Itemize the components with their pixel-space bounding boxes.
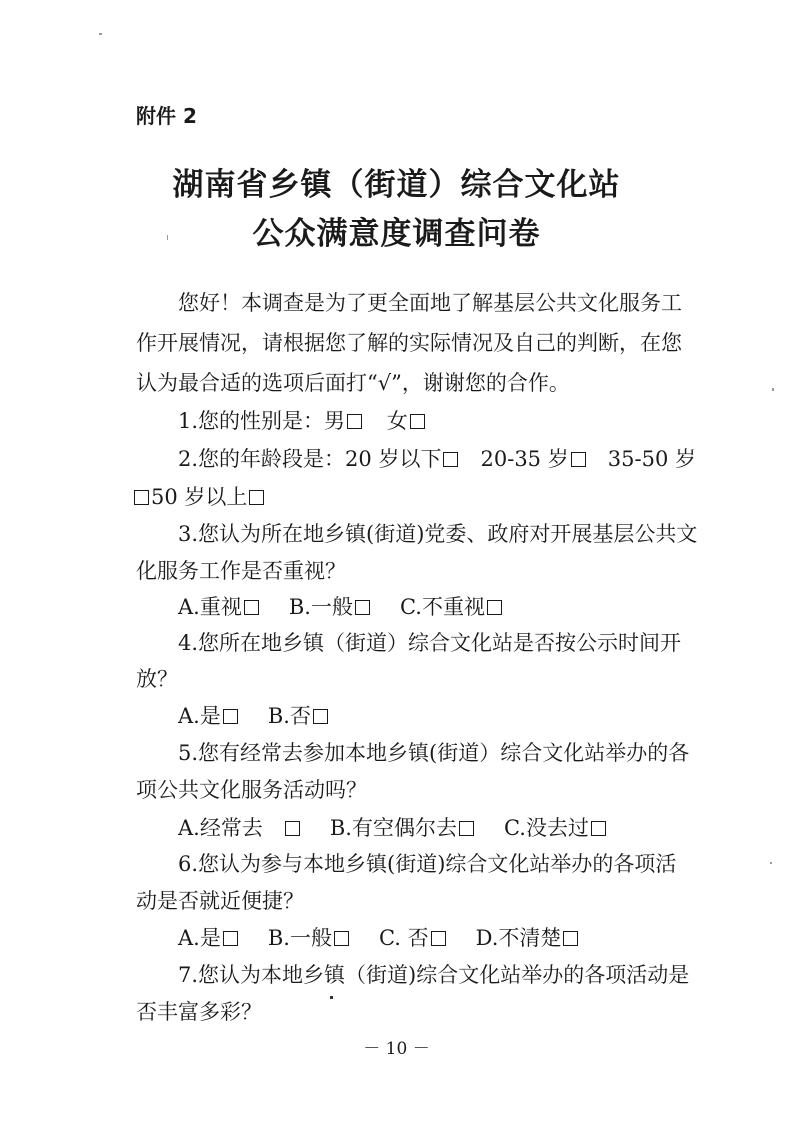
q6-option-d-checkbox[interactable] (563, 931, 578, 946)
question-5-line-2: 项公共文化服务活动吗？ (136, 778, 367, 802)
q4-option-b: B.否 (267, 704, 311, 728)
question-5-line-1: 5.您有经常去参加本地乡镇(街道）综合文化站举办的各 (178, 741, 690, 765)
q2-option-c: 35-50 岁 (607, 447, 696, 471)
q3-option-a: A.重视 (178, 595, 242, 619)
question-6-line-1: 6.您认为参与本地乡镇(街道)综合文化站举办的各项活 (178, 852, 677, 876)
q6-option-a: A.是 (178, 926, 221, 950)
q3-option-c-checkbox[interactable] (487, 600, 502, 615)
question-7-line-2: 否丰富多彩？ (136, 1000, 262, 1024)
question-4-line-2: 放？ (136, 667, 178, 691)
q1-option-a: 男 (324, 409, 346, 433)
q6-option-c-checkbox[interactable] (431, 931, 446, 946)
q3-option-b-checkbox[interactable] (355, 600, 370, 615)
scan-speck (330, 996, 333, 999)
question-1-text: 1.您的性别是： (178, 409, 325, 433)
q1-option-a-checkbox[interactable] (347, 414, 362, 429)
q2-option-b: 20-35 岁 (480, 447, 569, 471)
question-6-line-2: 动是否就近便捷？ (136, 889, 304, 913)
question-3-options (178, 592, 504, 622)
question-2-line-1 (178, 444, 696, 474)
q5-option-b: B.有空偶尔去 (329, 816, 457, 840)
title-line-2: 公众满意度调查问卷 (252, 216, 541, 252)
title-line-1: 湖南省乡镇（街道）综合文化站 (172, 167, 621, 203)
q4-option-a: A.是 (178, 704, 221, 728)
q1-option-b-checkbox[interactable] (410, 414, 425, 429)
q5-option-c: C.没去过 (503, 816, 589, 840)
intro-line-2: 作开展情况，请根据您了解的实际情况及自己的判断，在您 (136, 331, 682, 355)
page-number: － 10 － (363, 1039, 430, 1059)
q4-option-b-checkbox[interactable] (313, 709, 328, 724)
attachment-label: 附件 2 (136, 104, 197, 128)
scan-speck (770, 862, 772, 864)
question-3-line-1: 3.您认为所在地乡镇(街道)党委、政府对开展基层公共文 (178, 522, 698, 546)
question-2-text: 2.您的年龄段是： (178, 447, 346, 471)
q2-option-d: 50 岁以上 (151, 485, 248, 509)
intro-line-3: 认为最合适的选项后面打“√”，谢谢您的合作。 (136, 371, 570, 395)
q6-option-d: D.不清楚 (475, 926, 562, 950)
q2-option-a-checkbox[interactable] (443, 452, 458, 467)
q6-option-b: B.一般 (267, 926, 332, 950)
question-3-line-2: 化服务工作是否重视？ (136, 559, 346, 583)
q6-option-c: C. 否 (378, 926, 429, 950)
q5-option-b-checkbox[interactable] (459, 821, 474, 836)
q5-option-a-checkbox[interactable] (285, 821, 300, 836)
scan-speck (167, 235, 168, 240)
scan-speck (772, 388, 774, 391)
intro-line-1: 您好！本调查是为了更全面地了解基层公共文化服务工 (178, 291, 682, 315)
q2-option-c-checkbox[interactable] (134, 490, 149, 505)
question-4-line-1: 4.您所在地乡镇（街道）综合文化站是否按公示时间开 (178, 631, 682, 655)
q6-option-a-checkbox[interactable] (223, 931, 238, 946)
q3-option-a-checkbox[interactable] (244, 600, 259, 615)
scan-speck (99, 33, 102, 35)
question-5-options (178, 813, 608, 843)
q3-option-c: C.不重视 (399, 595, 485, 619)
question-1 (178, 406, 427, 436)
question-6-options (178, 923, 580, 953)
q2-option-d-checkbox[interactable] (249, 490, 264, 505)
q2-option-a: 20 岁以下 (345, 447, 442, 471)
q6-option-b-checkbox[interactable] (334, 931, 349, 946)
q4-option-a-checkbox[interactable] (223, 709, 238, 724)
question-7-line-1: 7.您认为本地乡镇（街道)综合文化站举办的各项活动是 (178, 963, 690, 987)
q2-option-b-checkbox[interactable] (571, 452, 586, 467)
q1-option-b: 女 (386, 409, 408, 433)
q3-option-b: B.一般 (288, 595, 353, 619)
q5-option-c-checkbox[interactable] (591, 821, 606, 836)
question-4-options (178, 701, 330, 731)
question-2-line-2 (134, 482, 266, 512)
q5-option-a: A.经常去 (178, 816, 263, 840)
